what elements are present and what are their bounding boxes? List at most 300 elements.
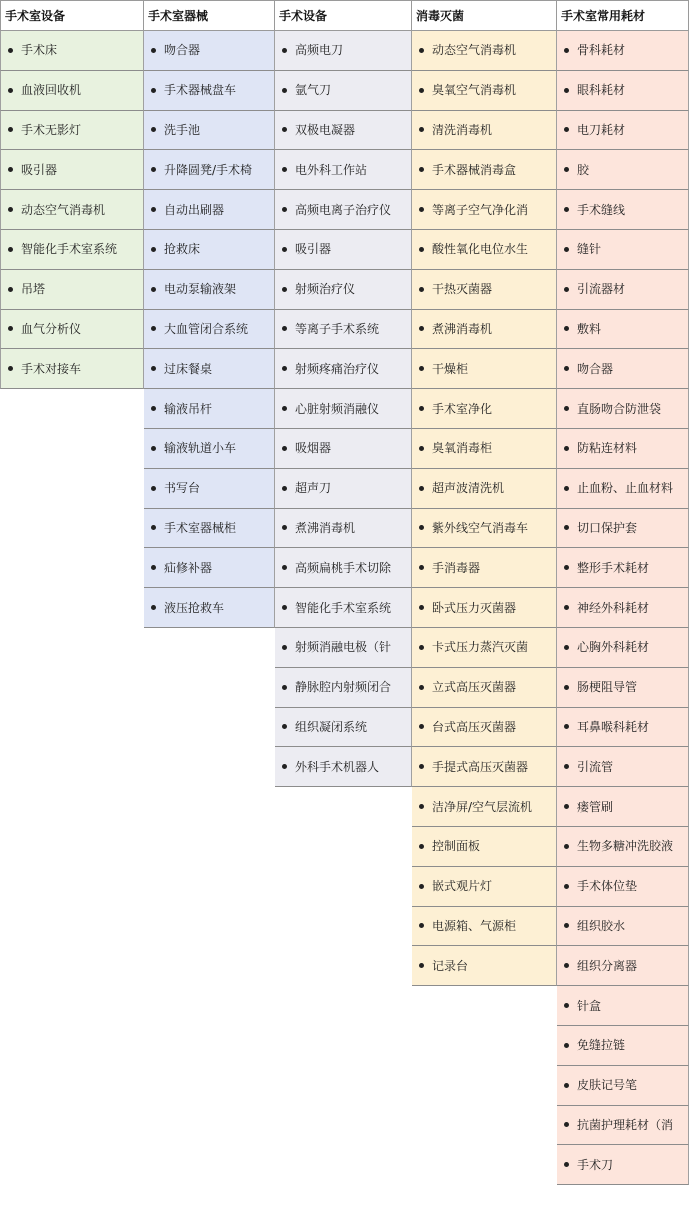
column-disinfection [412,0,557,986]
list-item [557,628,689,668]
item-label: 心胸外科耗材 [577,640,650,655]
item-label: 升降圆凳/手术椅 [164,162,253,177]
item-label: 血液回收机 [21,83,82,98]
bullet-icon [419,247,424,252]
item-label: 手术器械盘车 [164,83,237,98]
bullet-icon [151,287,156,292]
bullet-icon [564,406,569,411]
bullet-icon [282,287,287,292]
bullet-icon [282,167,287,172]
item-label: 外科手术机器人 [295,759,380,774]
bullet-icon [151,565,156,570]
bullet-icon [564,884,569,889]
list-item [557,588,689,628]
bullet-icon [564,1122,569,1127]
bullet-icon [151,207,156,212]
item-list [0,31,144,389]
bullet-icon [151,486,156,491]
column-or-instruments [144,0,275,628]
list-item [557,310,689,350]
bullet-icon [151,605,156,610]
list-item [412,867,557,907]
item-label: 止血粉、止血材料 [577,481,674,496]
list-item [557,1066,689,1106]
item-label: 臭氧消毒柜 [432,441,493,456]
item-label: 过床餐桌 [164,361,213,376]
item-label: 耳鼻喉科耗材 [577,719,650,734]
list-item [144,509,275,549]
list-item [557,946,689,986]
list-item [557,469,689,509]
list-item [0,71,144,111]
list-item [557,509,689,549]
item-label: 双极电凝器 [295,122,356,137]
list-item [0,111,144,151]
bullet-icon [564,326,569,331]
bullet-icon [564,923,569,928]
item-label: 手消毒器 [432,560,481,575]
bullet-icon [419,48,424,53]
list-item [412,628,557,668]
bullet-icon [282,685,287,690]
bullet-icon [151,48,156,53]
item-label: 手术无影灯 [21,122,82,137]
column-or-equipment [0,0,144,389]
bullet-icon [564,565,569,570]
item-label: 引流器材 [577,282,626,297]
item-label: 卡式压力蒸汽灭菌 [432,640,529,655]
item-label: 敷料 [577,321,602,336]
list-item [557,867,689,907]
list-item [275,349,412,389]
bullet-icon [151,167,156,172]
item-label: 缝针 [577,242,602,257]
list-item [412,469,557,509]
item-label: 手术刀 [577,1157,614,1172]
item-label: 嵌式观片灯 [432,879,493,894]
list-item [0,349,144,389]
item-label: 高频电刀 [295,43,344,58]
list-item [557,389,689,429]
bullet-icon [419,127,424,132]
list-item [557,1026,689,1066]
bullet-icon [8,366,13,371]
list-item [0,230,144,270]
list-item [275,389,412,429]
item-label: 组织分离器 [577,958,638,973]
bullet-icon [564,605,569,610]
column-consumables [557,0,689,1185]
list-item [275,111,412,151]
item-label: 动态空气消毒机 [432,43,517,58]
list-item [275,747,412,787]
item-label: 直肠吻合防泄袋 [577,401,662,416]
list-item [144,548,275,588]
list-item [412,190,557,230]
item-label: 超声刀 [295,481,332,496]
list-item [412,270,557,310]
list-item [144,270,275,310]
bullet-icon [419,486,424,491]
list-item [557,111,689,151]
column-header: 手术室常用耗材 [557,0,689,31]
list-item [412,548,557,588]
bullet-icon [419,366,424,371]
bullet-icon [8,247,13,252]
bullet-icon [419,207,424,212]
bullet-icon [564,366,569,371]
bullet-icon [282,764,287,769]
item-label: 卧式压力灭菌器 [432,600,517,615]
bullet-icon [564,287,569,292]
bullet-icon [419,605,424,610]
list-item [144,588,275,628]
bullet-icon [282,127,287,132]
list-item [412,111,557,151]
bullet-icon [151,127,156,132]
item-label: 肠梗阻导管 [577,680,638,695]
list-item [144,310,275,350]
item-label: 心脏射频消融仪 [295,401,380,416]
list-item [275,71,412,111]
list-item [557,708,689,748]
item-label: 立式高压灭菌器 [432,680,517,695]
item-label: 书写台 [164,481,201,496]
bullet-icon [151,446,156,451]
bullet-icon [8,167,13,172]
bullet-icon [564,446,569,451]
list-item [144,150,275,190]
bullet-icon [151,406,156,411]
list-item [275,588,412,628]
item-label: 手术体位垫 [577,879,638,894]
bullet-icon [419,923,424,928]
list-item [412,71,557,111]
item-list [144,31,275,628]
list-item [412,349,557,389]
list-item [557,190,689,230]
item-label: 吻合器 [164,43,201,58]
item-label: 吸引器 [21,162,58,177]
bullet-icon [564,127,569,132]
item-label: 智能化手术室系统 [295,600,392,615]
bullet-icon [564,764,569,769]
bullet-icon [282,48,287,53]
bullet-icon [419,844,424,849]
list-item [144,349,275,389]
column-header: 手术设备 [275,0,412,31]
column-header: 手术室设备 [0,0,144,31]
bullet-icon [564,88,569,93]
item-label: 洗手池 [164,122,201,137]
list-item [557,1145,689,1185]
bullet-icon [282,525,287,530]
item-label: 组织凝闭系统 [295,719,368,734]
item-label: 抗菌护理耗材（消 [577,1117,674,1132]
list-item [275,668,412,708]
item-label: 氩气刀 [295,83,332,98]
bullet-icon [564,486,569,491]
list-item [557,548,689,588]
list-item [0,150,144,190]
item-label: 骨科耗材 [577,43,626,58]
item-label: 紫外线空气消毒车 [432,520,529,535]
list-item [0,31,144,71]
list-item [412,310,557,350]
list-item [557,668,689,708]
list-item [0,310,144,350]
list-item [144,71,275,111]
list-item [412,747,557,787]
item-label: 神经外科耗材 [577,600,650,615]
item-label: 眼科耗材 [577,83,626,98]
list-item [412,668,557,708]
list-item [412,907,557,947]
item-label: 干热灭菌器 [432,282,493,297]
item-label: 瘘管刷 [577,799,614,814]
list-item [557,230,689,270]
item-label: 静脉腔内射频闭合 [295,680,392,695]
bullet-icon [564,1003,569,1008]
bullet-icon [564,645,569,650]
bullet-icon [282,486,287,491]
bullet-icon [419,88,424,93]
item-label: 射频疼痛治疗仪 [295,361,380,376]
item-label: 手术室器械柜 [164,520,237,535]
bullet-icon [419,724,424,729]
bullet-icon [151,247,156,252]
item-label: 记录台 [432,958,469,973]
bullet-icon [419,645,424,650]
item-label: 组织胶水 [577,918,626,933]
bullet-icon [419,406,424,411]
item-label: 切口保护套 [577,520,638,535]
list-item [557,986,689,1026]
list-item [275,548,412,588]
bullet-icon [564,1043,569,1048]
item-label: 自动出刷器 [164,202,225,217]
item-label: 吸引器 [295,242,332,257]
bullet-icon [419,326,424,331]
item-label: 手术缝线 [577,202,626,217]
list-item [144,429,275,469]
list-item [275,310,412,350]
list-item [557,907,689,947]
item-label: 洁净屏/空气层流机 [432,799,533,814]
item-label: 输液吊杆 [164,401,213,416]
bullet-icon [282,326,287,331]
item-label: 针盒 [577,998,602,1013]
item-label: 台式高压灭菌器 [432,719,517,734]
list-item [557,349,689,389]
item-list [275,31,412,787]
list-item [275,708,412,748]
list-item [144,190,275,230]
item-label: 引流管 [577,759,614,774]
item-label: 血气分析仪 [21,321,82,336]
item-label: 酸性氧化电位水生 [432,242,529,257]
bullet-icon [564,525,569,530]
item-label: 免缝拉链 [577,1038,626,1053]
bullet-icon [282,406,287,411]
list-item [557,787,689,827]
item-label: 射频消融电极（针 [295,640,392,655]
list-item [557,747,689,787]
list-item [144,31,275,71]
bullet-icon [419,685,424,690]
list-item [412,150,557,190]
item-label: 煮沸消毒机 [432,321,493,336]
list-item [275,190,412,230]
bullet-icon [564,963,569,968]
list-item [144,111,275,151]
item-label: 皮肤记号笔 [577,1078,638,1093]
item-label: 干燥柜 [432,361,469,376]
bullet-icon [282,565,287,570]
item-label: 电刀耗材 [577,122,626,137]
list-item [0,270,144,310]
item-list [557,31,689,1185]
list-item [275,429,412,469]
item-label: 疝修补器 [164,560,213,575]
item-label: 吻合器 [577,361,614,376]
list-item [275,31,412,71]
item-label: 射频治疗仪 [295,282,356,297]
item-label: 手术器械消毒盒 [432,162,517,177]
list-item [144,230,275,270]
list-item [275,270,412,310]
list-item [412,588,557,628]
item-label: 控制面板 [432,839,481,854]
list-item [412,509,557,549]
bullet-icon [282,247,287,252]
list-item [557,429,689,469]
bullet-icon [8,127,13,132]
item-label: 臭氧空气消毒机 [432,83,517,98]
item-label: 生物多糖冲洗胶液 [577,839,674,854]
bullet-icon [419,884,424,889]
bullet-icon [564,167,569,172]
bullet-icon [564,247,569,252]
item-label: 电动泵输液架 [164,282,237,297]
item-label: 手术对接车 [21,361,82,376]
bullet-icon [151,525,156,530]
bullet-icon [8,48,13,53]
item-label: 等离子手术系统 [295,321,380,336]
item-label: 抢救床 [164,242,201,257]
list-item [412,31,557,71]
bullet-icon [419,167,424,172]
bullet-icon [282,724,287,729]
bullet-icon [282,605,287,610]
column-surgical-equipment [275,0,412,787]
item-label: 防粘连材料 [577,441,638,456]
item-label: 电外科工作站 [295,162,368,177]
list-item [412,389,557,429]
list-item [557,1106,689,1146]
item-label: 智能化手术室系统 [21,242,118,257]
bullet-icon [564,207,569,212]
list-item [144,389,275,429]
list-item [0,190,144,230]
bullet-icon [8,207,13,212]
list-item [412,429,557,469]
bullet-icon [419,525,424,530]
bullet-icon [151,326,156,331]
bullet-icon [282,207,287,212]
list-item [412,827,557,867]
list-item [275,628,412,668]
list-item [412,787,557,827]
item-label: 高频扁桃手术切除 [295,560,392,575]
column-header: 消毒灭菌 [412,0,557,31]
item-label: 手提式高压灭菌器 [432,759,529,774]
bullet-icon [282,446,287,451]
item-label: 吊塔 [21,282,46,297]
list-item [557,31,689,71]
item-label: 高频电离子治疗仪 [295,202,392,217]
list-item [557,270,689,310]
list-item [275,230,412,270]
bullet-icon [8,287,13,292]
bullet-icon [419,764,424,769]
list-item [412,946,557,986]
item-label: 超声波清洗机 [432,481,505,496]
bullet-icon [419,963,424,968]
item-label: 胶 [577,162,590,177]
list-item [144,469,275,509]
bullet-icon [564,1083,569,1088]
bullet-icon [419,565,424,570]
column-header: 手术室器械 [144,0,275,31]
item-label: 煮沸消毒机 [295,520,356,535]
item-label: 手术床 [21,43,58,58]
bullet-icon [282,366,287,371]
bullet-icon [564,804,569,809]
bullet-icon [564,724,569,729]
list-item [412,708,557,748]
bullet-icon [564,685,569,690]
bullet-icon [564,844,569,849]
bullet-icon [8,88,13,93]
bullet-icon [282,88,287,93]
item-label: 输液轨道小车 [164,441,237,456]
bullet-icon [419,446,424,451]
bullet-icon [151,88,156,93]
list-item [557,71,689,111]
list-item [275,469,412,509]
item-label: 大血管闭合系统 [164,321,249,336]
item-label: 液压抢救车 [164,600,225,615]
bullet-icon [282,645,287,650]
item-label: 清洗消毒机 [432,122,493,137]
bullet-icon [564,48,569,53]
item-label: 吸烟器 [295,441,332,456]
item-label: 手术室净化 [432,401,493,416]
item-list [412,31,557,986]
bullet-icon [564,1162,569,1167]
list-item [557,150,689,190]
list-item [557,827,689,867]
list-item [412,230,557,270]
item-label: 等离子空气净化消 [432,202,529,217]
list-item [275,150,412,190]
bullet-icon [419,804,424,809]
list-item [275,509,412,549]
bullet-icon [151,366,156,371]
item-label: 整形手术耗材 [577,560,650,575]
item-label: 动态空气消毒机 [21,202,106,217]
